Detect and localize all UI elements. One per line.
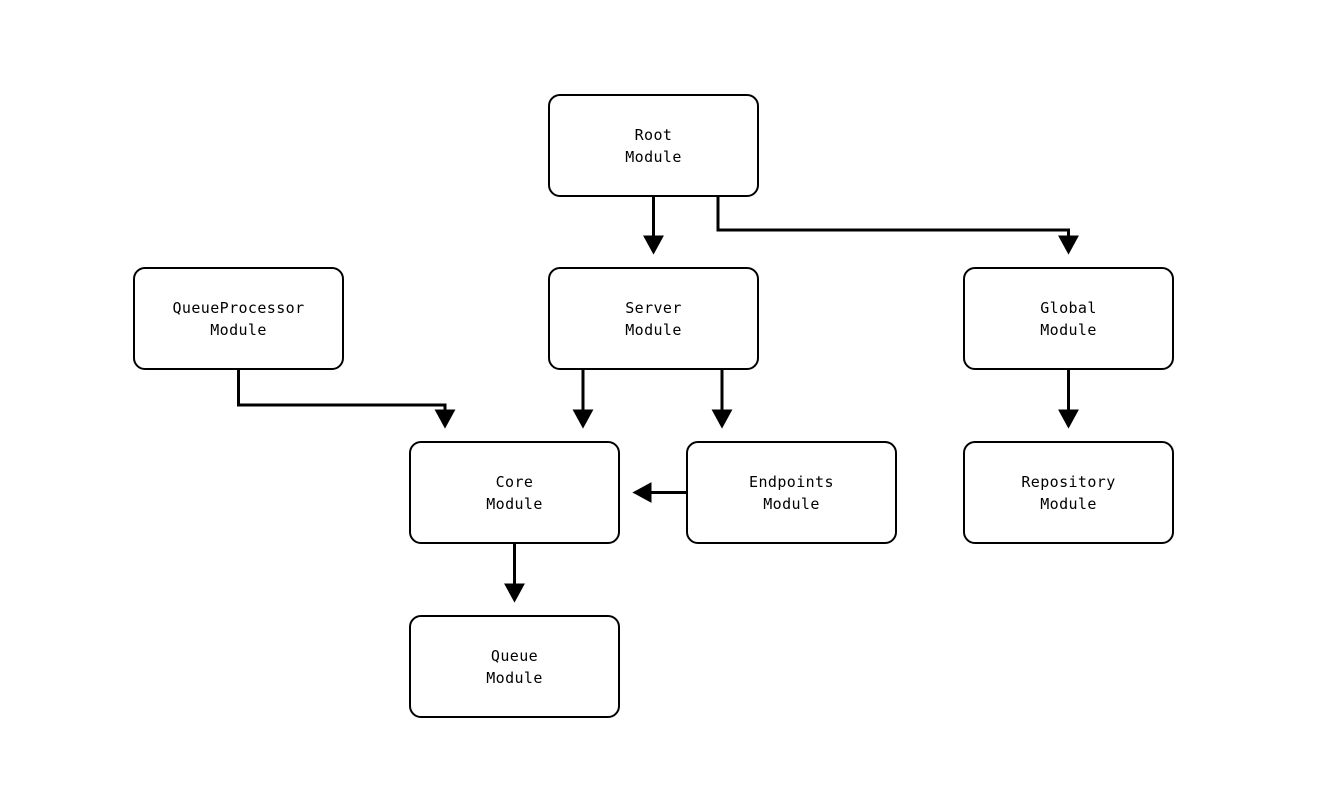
node-label-line2: Module xyxy=(210,320,267,339)
node-global-module[interactable] xyxy=(963,267,1174,370)
node-queueprocessor-module[interactable] xyxy=(133,267,344,370)
node-label-line1: Repository xyxy=(1021,472,1116,491)
node-server-module[interactable] xyxy=(548,267,759,370)
node-label-line2: Module xyxy=(486,494,543,513)
node-label-line2: Module xyxy=(625,147,682,166)
node-root-module[interactable] xyxy=(548,94,759,197)
node-label-line1: Server xyxy=(625,298,682,317)
node-label-line1: Root xyxy=(634,125,673,144)
edge-queueprocessor-core xyxy=(239,370,446,426)
node-label-line2: Module xyxy=(763,494,820,513)
node-label-line1: Core xyxy=(495,472,534,491)
node-label-line1: Queue xyxy=(490,646,539,665)
node-label-line1: QueueProcessor xyxy=(172,298,305,317)
node-label-line2: Module xyxy=(486,668,543,687)
node-label-line2: Module xyxy=(1040,320,1097,339)
node-label-line1: Endpoints xyxy=(749,472,834,491)
node-core-module[interactable] xyxy=(409,441,620,544)
node-queue-module[interactable] xyxy=(409,615,620,718)
node-label-line1: Global xyxy=(1040,298,1097,317)
node-label-line2: Module xyxy=(625,320,682,339)
node-repository-module[interactable] xyxy=(963,441,1174,544)
node-label-line2: Module xyxy=(1040,494,1097,513)
edge-root-global xyxy=(718,197,1069,252)
node-endpoints-module[interactable] xyxy=(686,441,897,544)
